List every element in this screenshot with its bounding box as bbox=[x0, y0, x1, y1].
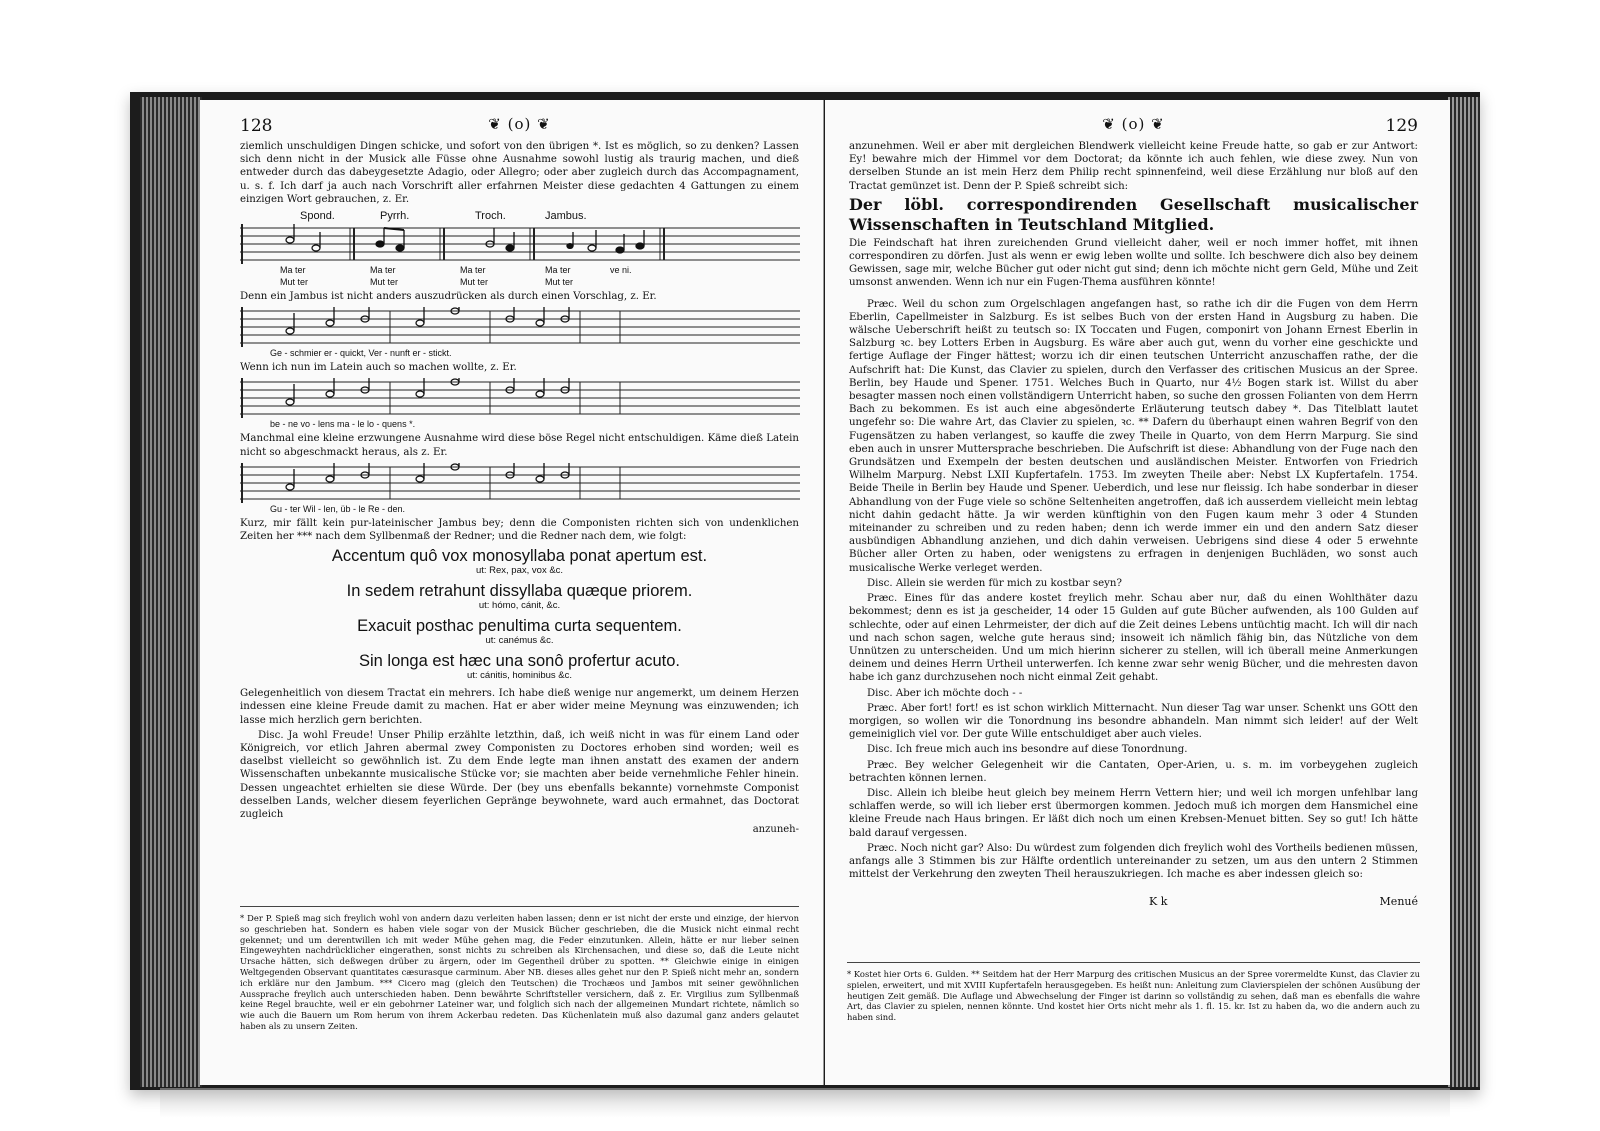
signature-mark: K k bbox=[1149, 895, 1168, 909]
lyric: Ma ter bbox=[280, 265, 306, 276]
foot-label: Troch. bbox=[475, 210, 506, 223]
header-ornament: ❦ (o) ❦ bbox=[1102, 115, 1165, 133]
latin-example: ut: cánitis, hominibus &c. bbox=[466, 670, 573, 682]
page-number: 129 bbox=[1385, 116, 1418, 136]
paragraph: Præc. Aber fort! fort! es ist schon wirklich Mitternacht. Nun dieser Tag war unser. Schenkt uns GOtt den morgigen, so wollen wir die Tonordnung ins besondre abhandeln. Man nimmt sich leider! auf der Welt gemeiniglich viel vor. Der gute Wille entschuldiget aber auch vieles. bbox=[849, 702, 1418, 741]
left-page-edges bbox=[140, 97, 202, 1087]
page-number: 128 bbox=[240, 116, 273, 136]
paragraph: anzunehmen. Weil er aber mit dergleichen Blendwerk vielleicht keine Freude hatte, so gab er zur Antwort: Ey! bewahre mich der Himmel vor dem Doctorat; da könnte ich auch fehlen, wie diese zwey. Nun von derselben Stunde an ist mein Herz dem Philip recht spinnenfeind, weil diese Erzählung nur bloß auf den Tractat gemünzet ist. Denn der P. Spieß schreibt sich: bbox=[849, 141, 1418, 192]
signature-line bbox=[849, 895, 1418, 913]
music-example-2 bbox=[240, 307, 799, 359]
right-page-edges bbox=[1448, 97, 1480, 1087]
paragraph: ziemlich unschuldigen Dingen schicke, und sofort von den übrigen *. Ist es möglich, so zu denken? Lassen sich denn nicht in der Musick alle Füsse ohne Ausnahme sowohl lustig als traurig machen, und dieß entweder durch das dabeygesetzte Adagio, oder Allegro; oder aber zugleich durch das Accompagnament, u. s. f. Ich darf ja auch nach Vorschrift aller erfahrnen Meister diese gedachten 4 Gattungen zu einem einzigen Wort gebrauchen, z. Er. bbox=[240, 141, 799, 205]
music-example-3 bbox=[240, 378, 799, 430]
lyric: ve ni. bbox=[610, 265, 632, 276]
paragraph: Kurz, mir fällt kein pur-lateinischer Jambus bey; denn die Componisten richten sich von undenklichen Zeiten her *** nach dem Syllbenmaß der Redner; und die Redner nach dem, wie folgt: bbox=[240, 517, 799, 543]
lyric: Ma ter bbox=[460, 265, 486, 276]
lyric: Gu - ter Wil - len, üb - le Re - den. bbox=[270, 503, 406, 514]
latin-verse: Accentum quô vox monosyllaba ponat apertum est. bbox=[331, 547, 708, 566]
lyric: Mut ter bbox=[545, 277, 574, 288]
latin-example: ut: hómo, cánit, &c. bbox=[478, 600, 561, 612]
music-example-feet bbox=[240, 210, 799, 288]
latin-verse: Exacuit posthac penultima curta sequentem. bbox=[357, 617, 682, 636]
right-page bbox=[825, 100, 1450, 1085]
lyric: Ge - schmier er - quickt, Ver - nunft er - stickt. bbox=[270, 348, 452, 359]
paragraph: Disc. Aber ich möchte doch - - bbox=[867, 687, 1023, 699]
paragraph: Præc. Weil du schon zum Orgelschlagen angefangen hast, so rathe ich dir die Fugen von dem Herrn Eberlin, Capellmeister in Salzburg. Es ist selbes Buch von der ersten Hand in Augsburg zu haben. Die wälsche Ueberschrift heißt zu teutsch so: IX Toccaten und Fugen, componirt von Johann Ernest Eberlin in Salzburg ꝛc. bey Lotters Erben in Augsburg. Es wäre aber auch gut, wenn du vorher eine geschickte und fertige Auflage der Finger hättest; worzu ich dir einen teutschen Unterricht anzuschaffen rathe, der die Aufschrift hat: Die Kunst, das Clavier zu spielen, durch den Verfasser des critischen Musicus an der Spree. Berlin, bey Haude und Spener. 1751. Welches Buch in Quarto, nur 4½ Bogen stark ist. Willst du aber besagter massen noch einen vollständigern Unterricht haben, so suche den grossen Folianten von dem Herrn Bach zu bekommen. Es ist auch eine abgesönderte Erläuterung teutsch dabey *. Das Titelblatt lautet ungefehr so: Die wahre Art, das Clavier zu spielen, ꝛc. ** Dafern du überhaupt einen wahren Begrif von den Fugensätzen zu haben verlangest, so kauffe die zwey Theile in Quarto, von dem Herrn Marpurg. Sie sind eben auch in unsrer Muttersprache beschrieben. Die Aufschrift ist diese: Abhandlung von der Fuge nach den Grundsätzen und Exempeln der besten deutschen und ausländischen Meister. Entworfen von Friedrich Wilhelm Marpurg. Nebst LXII Kupfertafeln. 1753. Im zweyten Theile aber: Nebst LX Kupfertafeln. 1754. Beide Theile in Berlin bey Haude und Spener. Ueberdich, und lese nur fleissig. Ich habe sonderbar in dieser Abhandlung von der Fuge viele so schöne Seltenheiten angetroffen, daß ich ausserdem vielleicht mein lebtag nicht dahin gedacht hätte. Ja wir werden künftighin von den Fugen kaum mehr 3 oder 4 Stunden miteinander zu schreiben und zu reden haben; denn ich werde immer ein und den andern Satz dieser ausbündigen Abhandlung anziehen, und dich dahin verweisen. Uebrigens sind diese 4 oder 5 erwehnte Bücher aller Orten zu haben, oder wenigstens zu erfragen in denjenigen Buchläden, wo sonst auch musicalische Werke verleget werden. bbox=[849, 298, 1418, 574]
catchword: Menué bbox=[1379, 895, 1418, 909]
lyric: be - ne vo - lens ma - le lo - quens *. bbox=[270, 419, 416, 430]
right-page-header bbox=[849, 115, 1418, 140]
lyric: Ma ter bbox=[370, 265, 396, 276]
paragraph: Præc. Noch nicht gar? Also: Du würdest zum folgenden dich freylich wohl des Vortheils bedienen müssen, anfangs alle 3 Stimmen bis zur Hälfte ordentlich untereinander zu setzen, um aus den untern 2 Stimmen mittelst der Verkehrung den zweyten Theil herauszukriegen. Ich mache es aber indessen gleich so: bbox=[849, 842, 1418, 881]
foot-label: Pyrrh. bbox=[380, 210, 410, 223]
paragraph: Disc. Ich freue mich auch ins besondre auf diese Tonordnung. bbox=[867, 744, 1188, 756]
paragraph: Disc. Ja wohl Freude! Unser Philip erzählte letzthin, daß, ich weiß nicht in was für einem Land oder Königreich, vor etlich Jahren abermal zwey Componisten zu Doctores erhoben sind worden; weil es daselbst vielleicht so gewöhnlich ist. Zu dem Ende legte man ihnen anstatt des examen der andern Wissenschaften unbekannte musicalische Stücke vor; sie machten aber beide vernehmliche Fehler hinein. Dessen ungeachtet erhielten sie diese Würde. Der (bey uns ebenfalls bekannte) vornehmste Componist desselben Lands, welcher diesem feyerlichen Gepränge beywohnete, ward auch ermahnet, das Doctorat zugleich bbox=[240, 729, 799, 821]
paragraph: Die Feindschaft hat ihren zureichenden Grund vielleicht daher, weil er noch immer hoffet, mit ihnen correspondiren zu dörfen. Just als wenn er ewig leben wollte und sollte. Ich beschwere dich also bey deinem Gewissen, sage mir, welche Bücher gut oder nicht gut sind; denn ich möchte nicht gern Geld, Mühe und Zeit umsonst anwenden. Wenn ich nur ein Fugen-Thema ausführen könnte! bbox=[849, 237, 1418, 289]
paragraph: Denn ein Jambus ist nicht anders auszudrücken als durch einen Vorschlag, z. Er. bbox=[240, 291, 657, 303]
latin-example: ut: canémus &c. bbox=[485, 635, 554, 647]
society-title: Der löbl. correspondirenden Gesellschaft musicalischer Wissenschaften in Teutschland Mitglied. bbox=[849, 194, 1418, 234]
footnote: * Kostet hier Orts 6. Gulden. ** Seitdem hat der Herr Marpurg des critischen Musicus an der Spree vorermeldte Kunst, das Clavier zu spielen, erweitert, und mit XVIII Kupfertafeln herausgegeben. Es heißt nun: Anleitung zum Clavierspielen der schönen Ausübung der heutigen Zeit gemäß. Die Auflage und Abwechselung der Finger ist darinn so vollständig zu sehen, daß man es ebenfalls die wahre Art, das Clavier zu spielen, nennen könnte. Und kostet hier Orts nicht mehr als 1. fl. 15. kr. Ist zu haben da, wo die andern auch zu haben sind. bbox=[847, 962, 1420, 1023]
lyric: Mut ter bbox=[370, 277, 399, 288]
paragraph: Disc. Allein sie werden für mich zu kostbar seyn? bbox=[867, 577, 1122, 589]
foot-label: Spond. bbox=[300, 210, 335, 223]
book-shadow bbox=[160, 1088, 1450, 1118]
music-staff bbox=[240, 224, 799, 264]
foot-label: Jambus. bbox=[545, 210, 587, 223]
paragraph: Wenn ich nun im Latein auch so machen wollte, z. Er. bbox=[240, 362, 517, 374]
latin-example: ut: Rex, pax, vox &c. bbox=[475, 565, 564, 577]
paragraph: Præc. Bey welcher Gelegenheit wir die Cantaten, Oper-Arien, u. s. m. im vorbeygehen zugleich betrachten können lernen. bbox=[849, 759, 1418, 784]
lyric: Ma ter bbox=[545, 265, 571, 276]
paragraph: Præc. Eines für das andere kostet freylich mehr. Schau aber nur, daß du einen Wohlthäter dazu bekommest; denn es ist ja gescheider, 14 oder 15 Gulden auf gute Bücher aufwenden, als 100 Gulden auf schlechte, oder auf einen Lehrmeister, der dich auf die Zeit deines Lebens untüchtig macht. Ich will dir nach und nach schon sagen, welche gute heraus sind; insoweit ich nämlich fähig bin, das Nützliche von dem Unnützen zu unterscheiden. Und um mich hierinn sicherer zu stellen, will ich überall meine Anmerkungen deinem und deines Herrn Urtheil unterwerfen. Ich kenne zwar sehr wenig Bücher, und die mehresten davon habe ich ganz durchzusehen noch nicht einmal Zeit gehabt. bbox=[849, 593, 1418, 684]
footnote: * Der P. Spieß mag sich freylich wohl von andern dazu verleiten haben lassen; denn er ist nicht der erste und einzige, der hiervon so geschrieben hat. Sondern es haben viele sogar von der Musick Bücher geschrieben, die die Musick nicht einmal recht gekennet; und um derentwillen ich mit weder Mühe gehen mag, die Feder einzutunken. Allein, hätte er nur lieber seinen Eingeweyhten nachdrücklicher eingerathen, sonst nichts zu schreiben als Kirchensachen, und diese so, daß die Leute nicht Ursache hätten, sich deßwegen drüber zu ärgern, oder im Gegentheil drüber zu spotten. ** Gleichwie einige in einigen Weltgegenden Observant quantitates cæsurasque carminum. Aber NB. dieses alles gehet nur den P. Spieß nicht mehr an, sondern ich erkläre nur den Jambum. *** Cicero mag (gleich den Teutschen) die Trochæos und Jambos mit seiner gewöhnlichen Aussprache freylich auch unterschieden haben. Denn bewährte Schriftsteller versichern, daß z. Er. Virgilius zum Syllbenmaß keine Regel brauchte, weil er ein gebohrner Lateiner war, und folglich sich nach der allgemeinen Mundart richtete, nämlich so wie auch die Bauern um Rom herum von ihrem Ackerbau redeten. Das Küchenlatein muß also dazumal ganz anders gelautet haben als zu unsern Zeiten. bbox=[240, 906, 799, 1032]
paragraph: Manchmal eine kleine erzwungene Ausnahme wird diese böse Regel nicht entschuldigen. Käme dieß Latein nicht so abgeschmackt heraus, als z. Er. bbox=[240, 433, 799, 458]
paragraph: Gelegenheitlich von diesem Tractat ein mehrers. Ich habe dieß wenige nur angemerkt, um deinem Herzen indessen eine kleine Freude damit zu machen. Hat er aber wider meine Meynung was einzuwenden; ich lasse mich herzlich gern berichten. bbox=[240, 688, 799, 726]
music-example-4 bbox=[240, 463, 799, 515]
header-ornament: ❦ (o) ❦ bbox=[488, 115, 551, 133]
left-page-header bbox=[240, 115, 799, 140]
lyric: Mut ter bbox=[280, 277, 309, 288]
left-page bbox=[200, 100, 824, 1085]
catchword: anzuneh- bbox=[752, 824, 799, 836]
paragraph: Disc. Allein ich bleibe heut gleich bey meinem Herrn Vettern hier; und weil ich morgen unfehlbar lang schlaffen werde, so will ich lieber erst übermorgen kommen. Jedoch muß ich morgen dem Hansmichel eine kleine Freude nach Haus bringen. Er läßt dich noch um einen Krebsen-Menuet bitten. Sey so gut! Ich hätte bald darauf vergessen. bbox=[849, 787, 1418, 839]
latin-verse: In sedem retrahunt dissyllaba quæque priorem. bbox=[346, 582, 693, 601]
latin-verse: Sin longa est hæc una sonô profertur acuto. bbox=[358, 652, 681, 671]
lyric: Mut ter bbox=[460, 277, 489, 288]
